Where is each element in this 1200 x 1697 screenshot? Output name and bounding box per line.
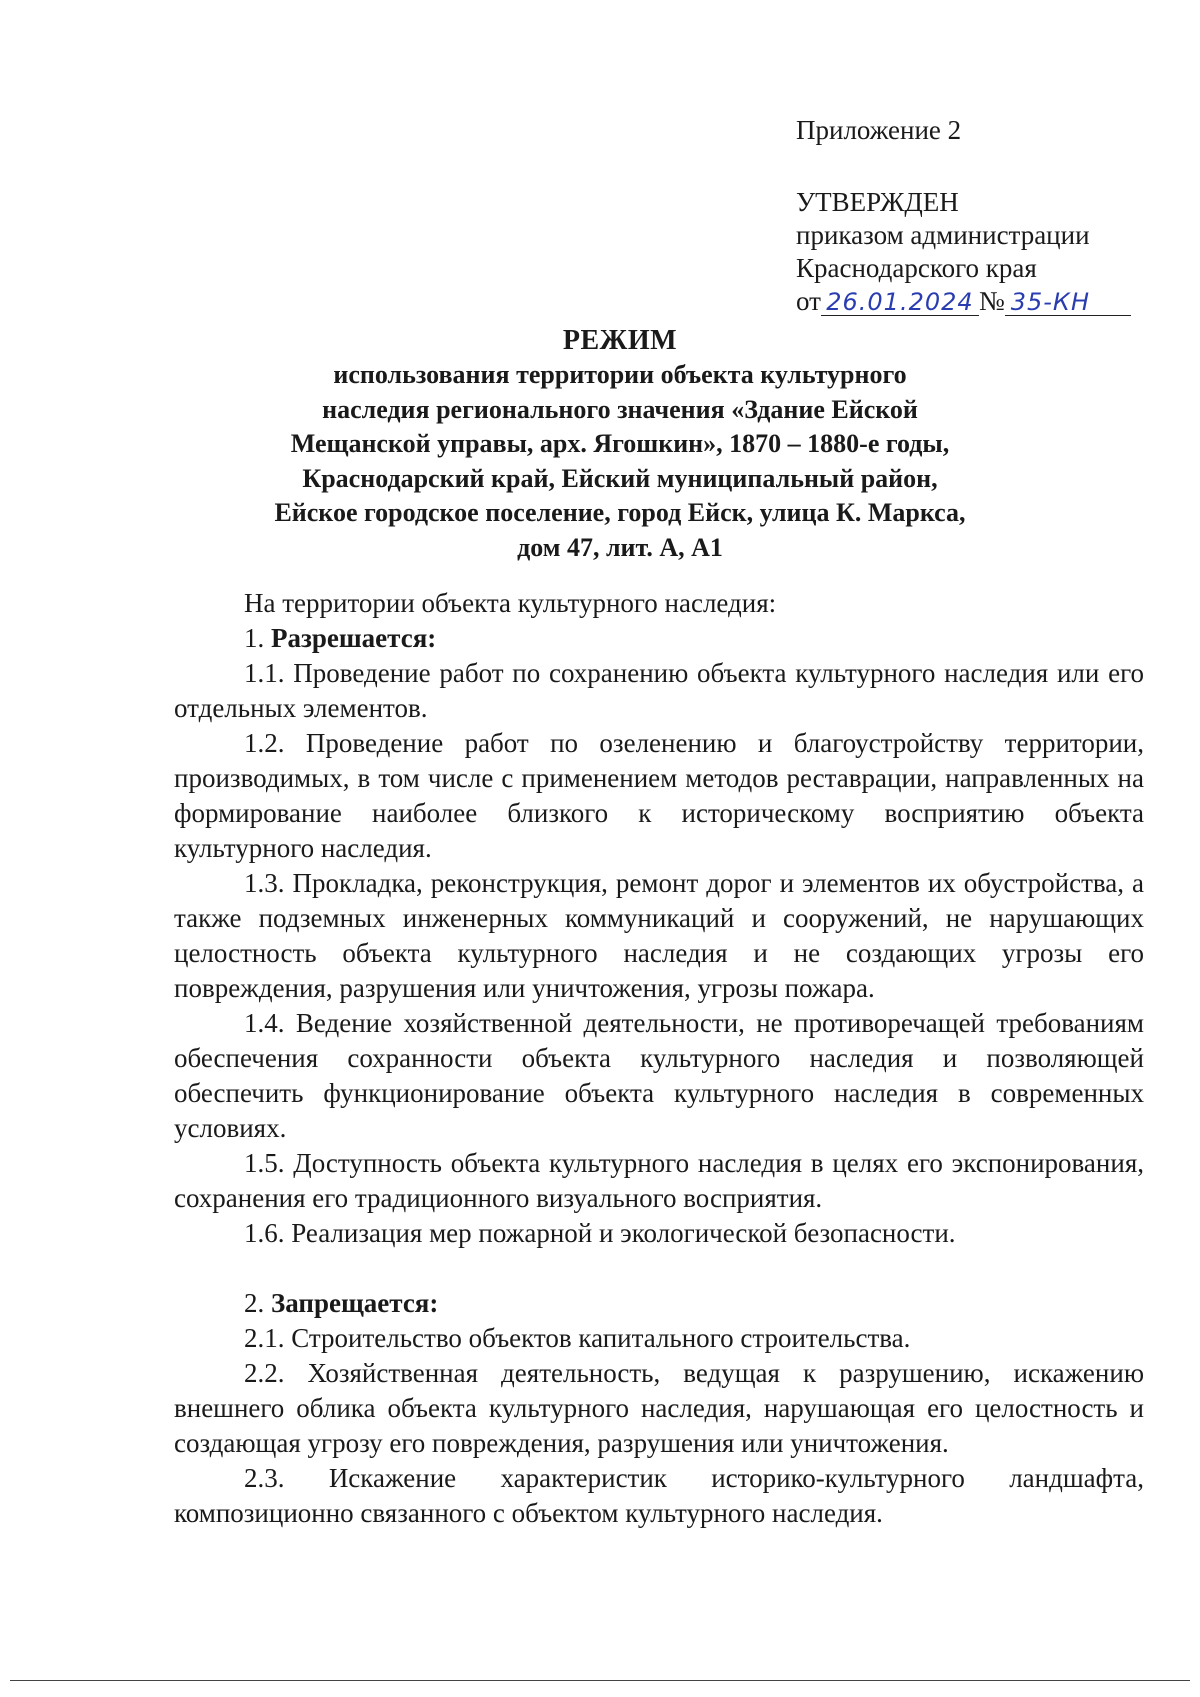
clause-1-3: 1.3. Прокладка, реконструкция, ремонт дорог и элементов их обустройства, а также подземных инженерных коммуникаций и сооружений, не нарушающих целостность объекта культурного наследия и не создающих угрозы его повреждения, разрушения или уничтожения, угрозы пожара. <box>174 868 1144 1003</box>
title-line: дом 47, лит. А, А1 <box>517 532 723 562</box>
clause-2-3: 2.3. Искажение характеристик историко-культурного ландшафта, композиционно связанного с объектом культурного наследия. <box>174 1463 1144 1528</box>
approval-block <box>796 186 1131 318</box>
section1-number: 1. <box>244 623 271 653</box>
document-title <box>180 324 1060 565</box>
document-body <box>174 586 1144 1531</box>
approved-by-line2: Краснодарского края <box>796 253 1037 283</box>
page-bottom-rule <box>10 1680 1190 1681</box>
order-date-number-line <box>796 285 1131 318</box>
from-prefix: от <box>796 286 821 316</box>
section1-heading <box>174 621 1144 656</box>
handwritten-number: 35-КН <box>1005 289 1131 316</box>
section2-heading-text: Запрещается: <box>271 1288 439 1318</box>
number-sign: № <box>978 286 1005 316</box>
clause-1-4: 1.4. Ведение хозяйственной деятельности, не противоречащей требованиям обеспечения сохранности объекта культурного наследия и позволяющей обеспечить функционирование объекта культурного наследия в современных условиях. <box>174 1008 1144 1143</box>
clause-1-1: 1.1. Проведение работ по сохранению объекта культурного наследия или его отдельных элементов. <box>174 658 1144 723</box>
clause-1-5: 1.5. Доступность объекта культурного наследия в целях его экспонирования, сохранения его традиционного визуального восприятия. <box>174 1148 1144 1213</box>
title-line: Ейское городское поселение, город Ейск, улица К. Маркса, <box>274 498 966 527</box>
clause-2-2: 2.2. Хозяйственная деятельность, ведущая к разрушению, искажению внешнего облика объекта культурного наследия, нарушающая его целостность и создающая угрозу его повреждения, разрушения или уничтожения. <box>174 1358 1144 1458</box>
section2-number: 2. <box>244 1288 271 1318</box>
title-line: использования территории объекта культурного <box>333 360 907 389</box>
section-spacer <box>174 1251 1144 1286</box>
title-line: наследия регионального значения «Здание Ейской <box>322 394 918 424</box>
intro-paragraph: На территории объекта культурного наследия: <box>244 588 777 618</box>
approved-by-line1: приказом администрации <box>796 220 1090 250</box>
handwritten-date: 26.01.2024 <box>821 289 979 316</box>
clause-1-6: 1.6. Реализация мер пожарной и экологической безопасности. <box>244 1218 956 1248</box>
section2-heading <box>174 1286 1144 1321</box>
clause-2-1: 2.1. Строительство объектов капитального строительства. <box>244 1323 911 1353</box>
appendix-label: Приложение 2 <box>796 115 962 145</box>
title-line: Краснодарский край, Ейский муниципальный район, <box>302 463 938 493</box>
approved-title: УТВЕРЖДЕН <box>796 187 959 217</box>
section1-heading-text: Разрешается: <box>271 623 437 653</box>
title-main: РЕЖИМ <box>562 325 678 356</box>
clause-1-2: 1.2. Проведение работ по озеленению и благоустройству территории, производимых, в том числе с применением методов реставрации, направленных на формирование наиболее близкого к историческому восприятию объекта культурного наследия. <box>174 728 1144 863</box>
title-line: Мещанской управы, арх. Ягошкин», 1870 – 1880-е годы, <box>290 429 950 458</box>
